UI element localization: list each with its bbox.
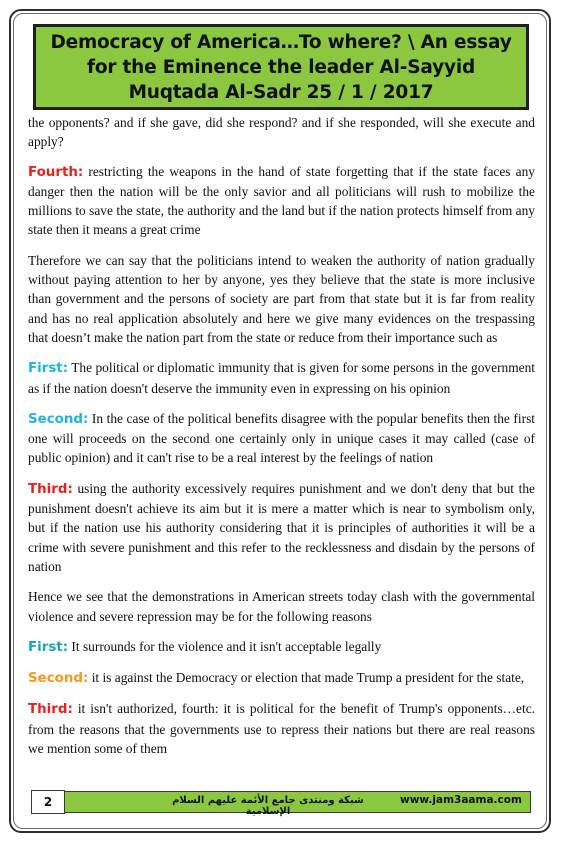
paragraph-text: it isn't authorized, fourth: it is political for the benefit of Trump's opponents…etc. from the reasons that the governments use to repress their nations but there are real reasons we mention some of them [28,701,535,757]
footer-url-link[interactable]: www.jam3aama.com [400,794,522,806]
article-body [28,113,535,769]
paragraph-text: restricting the weapons in the hand of state forgetting that if the state faces any danger then the nation will be the only savior and all politicians will rush to mobilize the millions to save the state, the authority and the land but if the nation protects himself from any state then it means a great crime [28,163,535,238]
paragraph-text: Hence we see that the demonstrations in American streets today clash with the governmental violence and severe repression may be for the following reasons [28,589,535,624]
page-number: 2 [31,790,65,814]
paragraph-label: First: [28,361,69,377]
paragraph-label: Third: [28,481,73,497]
paragraph-text: The political or diplomatic immunity that is given for some persons in the government as if the nation doesn't deserve the immunity even in expressing on his opinion [28,360,535,396]
paragraph-text: using the authority excessively requires punishment and we don't deny that but the punishment doesn't achieve its aim but it is mere a matter which is near to symbolism only, but if the nation use his authority considering that it is principles of authorities it will be a crime with severe punishment and this refer to the recklessness and disdain by the persons of nation [28,480,535,574]
paragraph-text: In the case of the political benefits disagree with the popular benefits then the first one will proceeds on the second one certainly only in unique cases it may called (case of public opinion) and it can't rise to be a real interest by the feelings of nation [28,410,535,466]
paragraph-first-violence [28,637,535,657]
title-banner [33,24,529,110]
paragraph-label: Third: [28,702,73,718]
paragraph-hence [28,587,535,626]
paragraph-second-benefits [28,409,535,468]
paragraph-continuation [28,113,535,152]
paragraph-therefore [28,251,535,347]
paragraph-fourth [28,162,535,240]
footer-site-name: شبكة ومنتدى جامع الأئمة عليهم السلام الإسلامية [172,795,364,817]
paragraph-third-authorized [28,699,535,758]
paragraph-label: Second: [28,671,89,687]
paragraph-third-authority [28,479,535,576]
paragraph-text: it is against the Democracy or election that made Trump a president for the state, [88,670,525,686]
page-title: Democracy of America…To where? \ An essay for the Eminence the leader Al-Sayyid Muqtada Al-Sadr 25 / 1 / 2017 [50,31,512,103]
paragraph-text: It surrounds for the violence and it isn't acceptable legally [68,638,382,654]
paragraph-label: First: [28,639,69,655]
paragraph-text: Therefore we can say that the politicians intend to weaken the authority of nation gradually without paying attention to her by anyone, yes they believe that the state is more inclusive than government and the persons of society are part from that state but it is far from reality and has no real application absolutely and here we give many evidences on the trespassing that doesn’t make the nation part from the state or reduce from their importance such as [28,252,535,345]
paragraph-text: the opponents? and if she gave, did she respond? and if she responded, will she execute and apply? [28,115,535,150]
paragraph-label: Fourth: [28,164,84,180]
paragraph-label: Second: [28,411,89,427]
paragraph-first-immunity [28,358,535,398]
paragraph-second-democracy [28,668,535,688]
